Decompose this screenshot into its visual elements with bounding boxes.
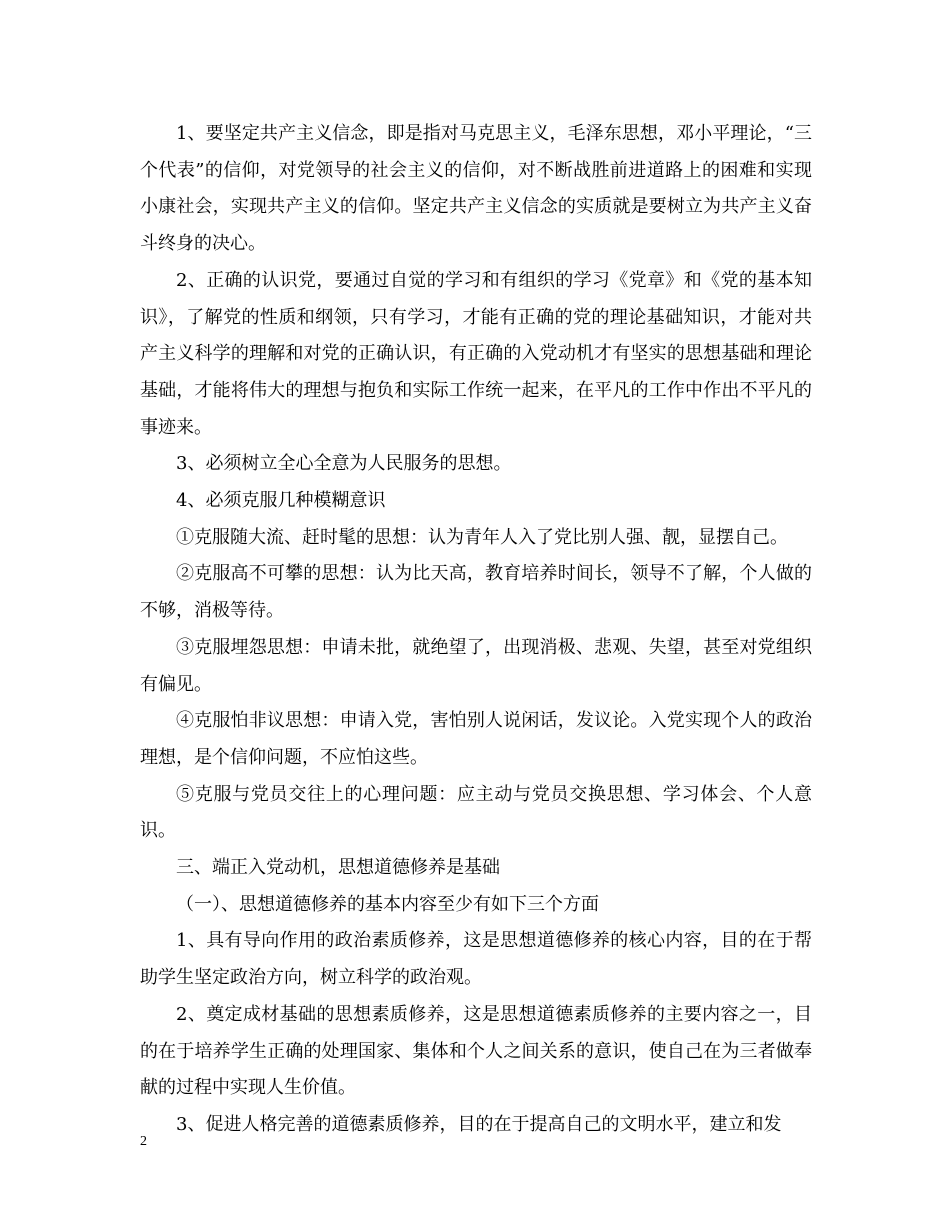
paragraph-5: ①克服随大流、赶时髦的思想：认为青年人入了党比别人强、靓，显摆自己。 — [176, 526, 788, 548]
section-heading: 三、端正入党动机，思想道德修养是基础 — [176, 857, 500, 879]
paragraph-7: ③克服埋怨思想：申请未批，就绝望了，出现消极、悲观、失望，甚至对党组织有偏见。 — [140, 636, 812, 695]
document-body — [140, 116, 812, 1144]
paragraph-8: ④克服怕非议思想：申请入党，害怕别人说闲话，发议论。入党实现个人的政治理想，是个信仰问题，不应怕这些。 — [140, 710, 812, 768]
paragraph-11: 2、奠定成材基础的思想素质修养，这是思想道德素质修养的主要内容之一，目的在于培养学生正确的处理国家、集体和个人之间关系的意识，使自己在为三者做奉献的过程中实现人生价值。 — [140, 1003, 812, 1099]
paragraph-12: 3、促进人格完善的道德素质修养，目的在于提高自己的文明水平，建立和发 — [176, 1113, 782, 1135]
paragraph-9: ⑤克服与党员交往上的心理问题：应主动与党员交换思想、学习体会、个人意识。 — [140, 783, 812, 842]
paragraph-6: ②克服高不可攀的思想：认为比天高，教育培养时间长，领导不了解，个人做的不够，消极等待。 — [140, 563, 812, 622]
subsection-heading: （一）、思想道德修养的基本内容至少有如下三个方面 — [176, 893, 599, 915]
paragraph-10: 1、具有导向作用的政治素质修养，这是思想道德修养的核心内容，目的在于帮助学生坚定政治方向，树立科学的政治观。 — [140, 930, 812, 989]
paragraph-3: 3、必须树立全心全意为人民服务的思想。 — [176, 453, 512, 475]
paragraph-1: 1、要坚定共产主义信念，即是指对马克思主义，毛泽东思想，邓小平理论，“三个代表”的信仰，对党领导的社会主义的信仰，对不断战胜前进道路上的困难和实现小康社会，实现共产主义的信仰。坚定共产主义信念的实质就是要树立为共产主义奋斗终身的决心。 — [140, 123, 812, 255]
paragraph-4: 4、必须克服几种模糊意识 — [176, 490, 386, 512]
page-number: 2 — [140, 1134, 147, 1149]
paragraph-2: 2、正确的认识党，要通过自觉的学习和有组织的学习《党章》和《党的基本知识》，了解党的性质和纲领，只有学习，才能有正确的党的理论基础知识，才能对共产主义科学的理解和对党的正确认识，有正确的入党动机才有坚实的思想基础和理论基础，才能将伟大的理想与抱负和实际工作统一起来，在平凡的工作中作出不平凡的事迹来。 — [140, 269, 812, 438]
